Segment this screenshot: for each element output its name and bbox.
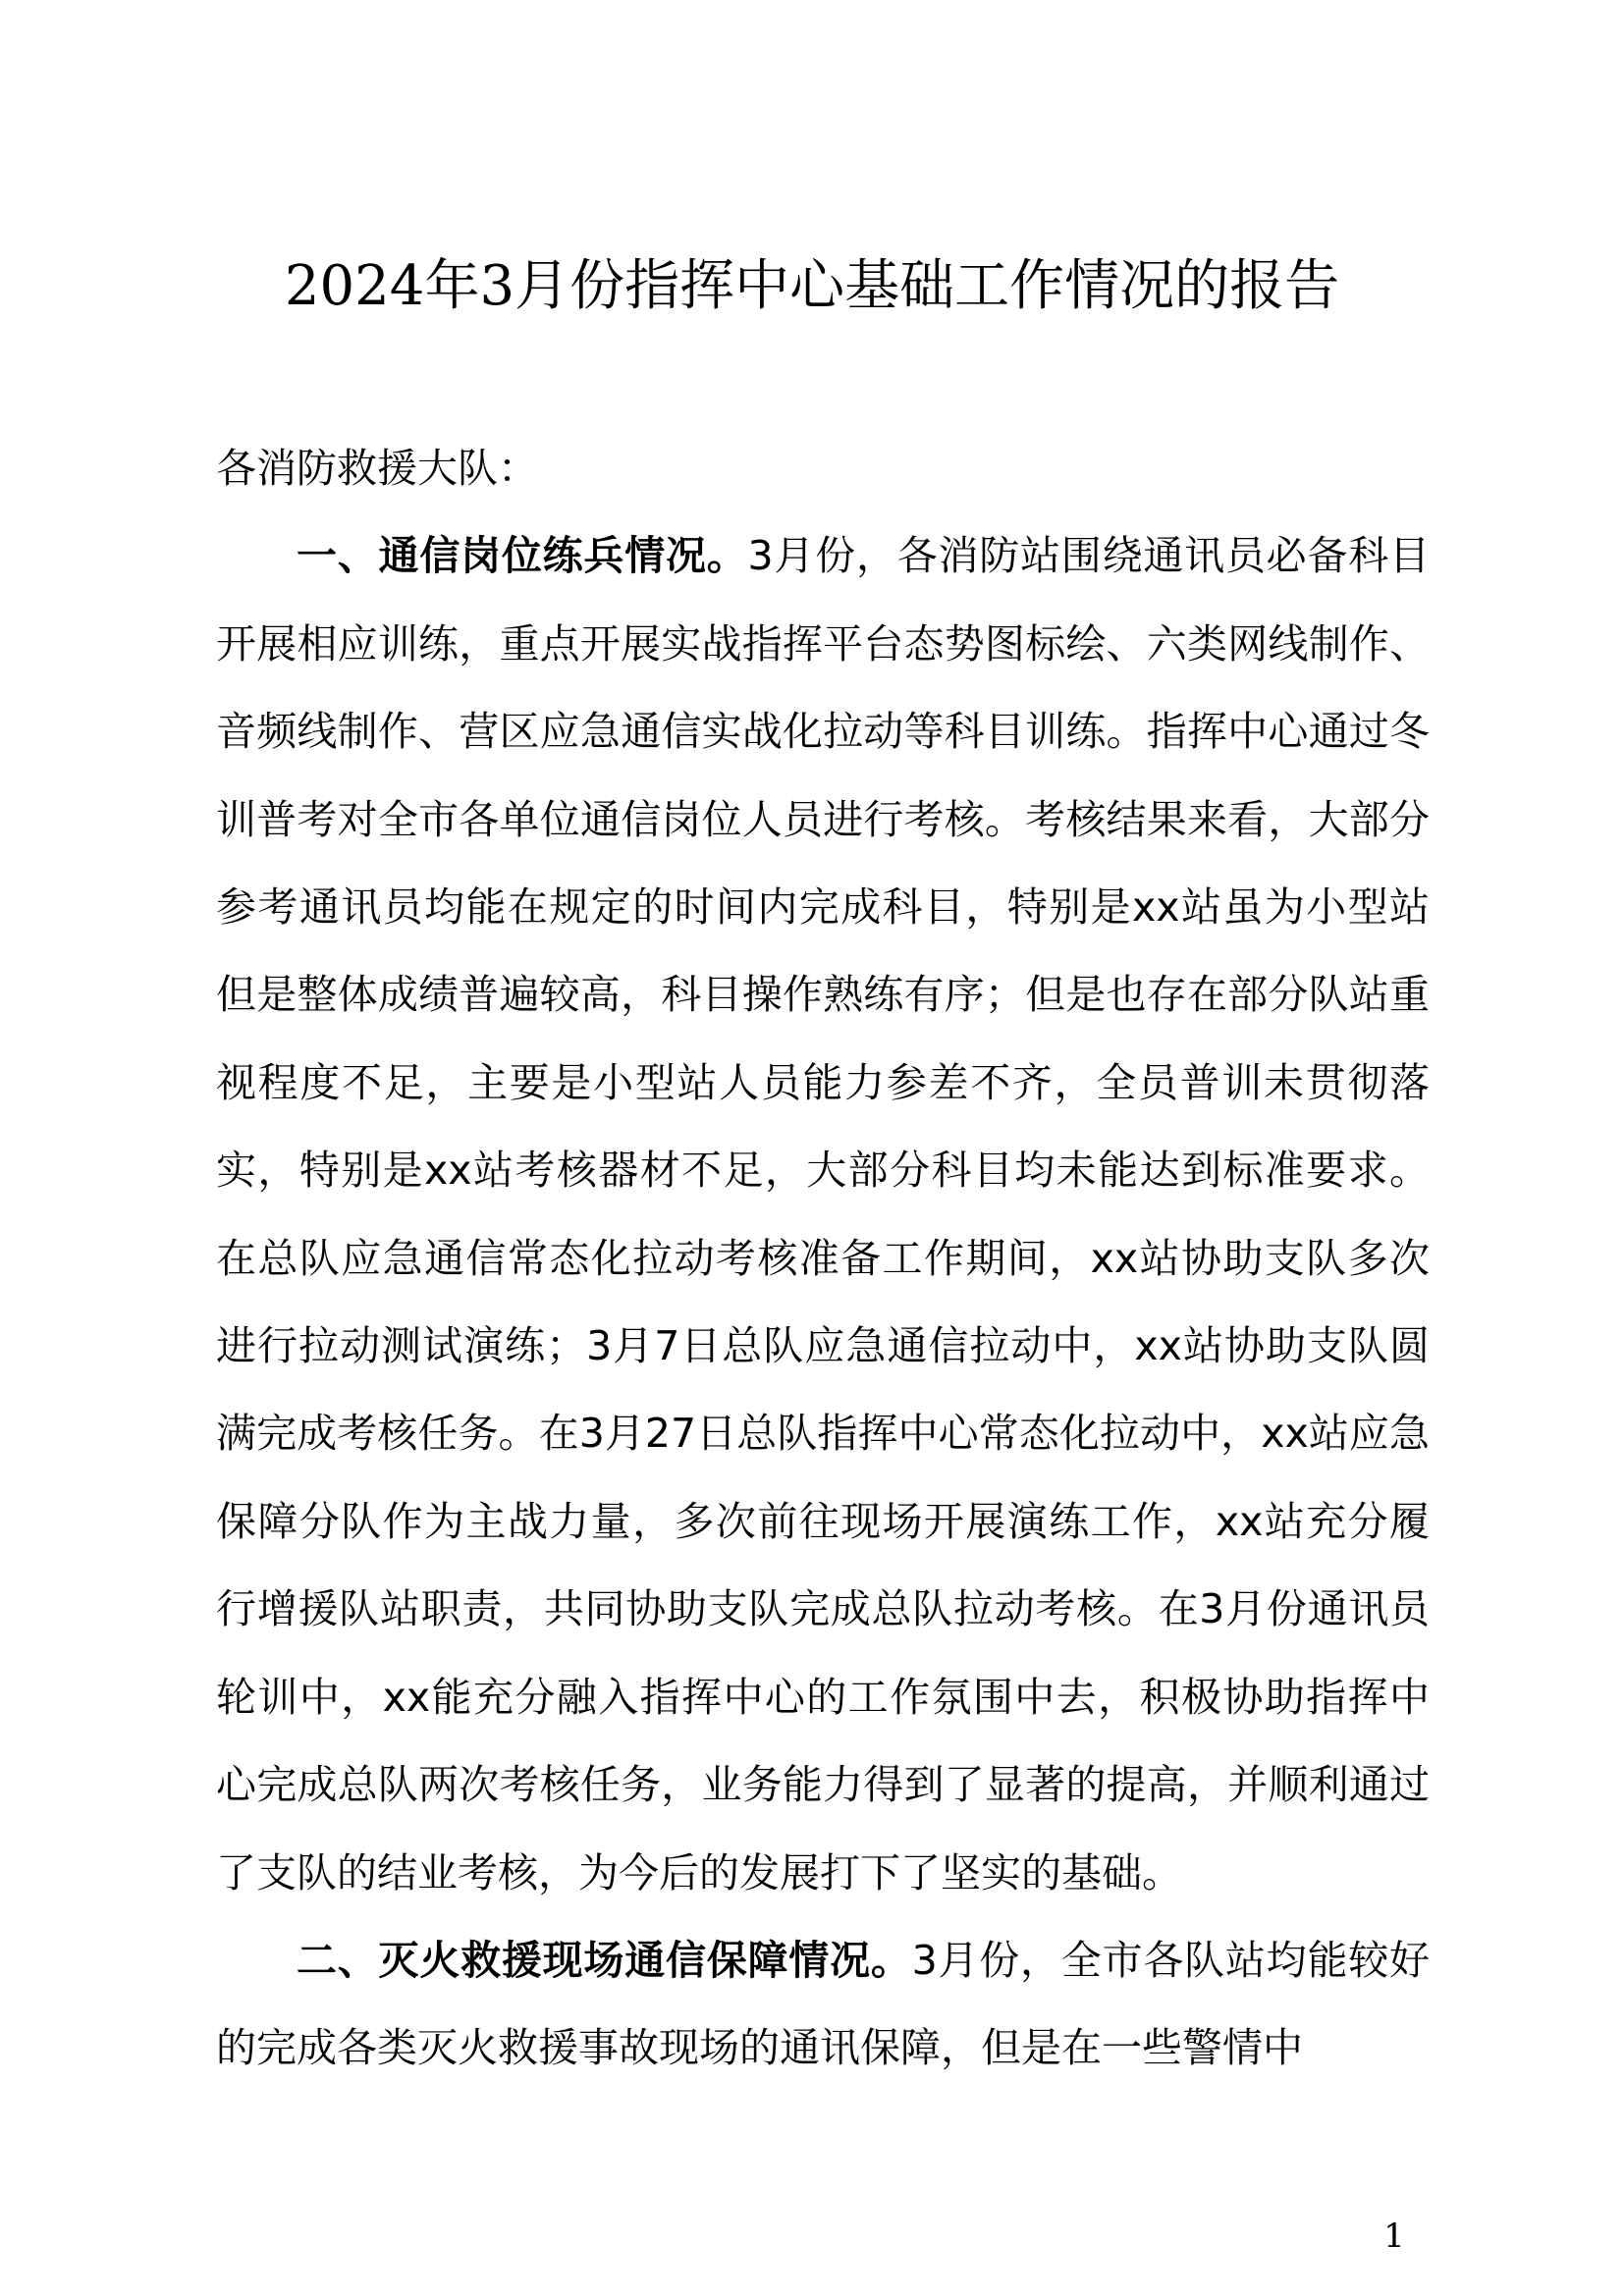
section-heading-1: 一、通信岗位练兵情况。 <box>297 532 748 580</box>
section-paragraph-2 <box>216 1917 1430 2093</box>
salutation: 各消防救援大队： <box>216 445 538 492</box>
section-heading-2: 二、灭火救援现场通信保障情况。 <box>297 1936 912 1984</box>
section-paragraph-1 <box>216 512 1430 1917</box>
section-text-2: 3月份，全市各队站均能较好的完成各类灭火救援事故现场的通讯保障，但是在一些警情中 <box>216 1936 1431 2072</box>
page-number: 1 <box>1383 2216 1405 2256</box>
report-title: 2024年3月份指挥中心基础工作情况的报告 <box>284 254 1340 318</box>
report-body <box>216 425 1430 2093</box>
section-text-1: 3月份，各消防站围绕通讯员必备科目开展相应训练，重点开展实战指挥平台态势图标绘、六类网线制作、音频线制作、营区应急通信实战化拉动等科目训练。指挥中心通过冬训普考对全市各单位通信岗位人员进行考核。考核结果来看，大部分参考通讯员均能在规定的时间内完成科目，特别是xx站虽为小型站但是整体成绩普遍较高，科目操作熟练有序；但是也存在部分队站重视程度不足，主要是小型站人员能力参差不齐，全员普训未贯彻落实，特别是xx站考核器材不足，大部分科目均未能达到标准要求。在总队应急通信常态化拉动考核准备工作期间，xx站协助支队多次进行拉动测试演练；3月7日总队应急通信拉动中，xx站协助支队圆满完成考核任务。在3月27日总队指挥中心常态化拉动中，xx站应急保障分队作为主战力量，多次前往现场开展演练工作，xx站充分履行增援队站职责，共同协助支队完成总队拉动考核。在3月份通讯员轮训中，xx能充分融入指挥中心的工作氛围中去，积极协助指挥中心完成总队两次考核任务，业务能力得到了显著的提高，并顺利通过了支队的结业考核，为今后的发展打下了坚实的基础。 <box>216 532 1431 1896</box>
